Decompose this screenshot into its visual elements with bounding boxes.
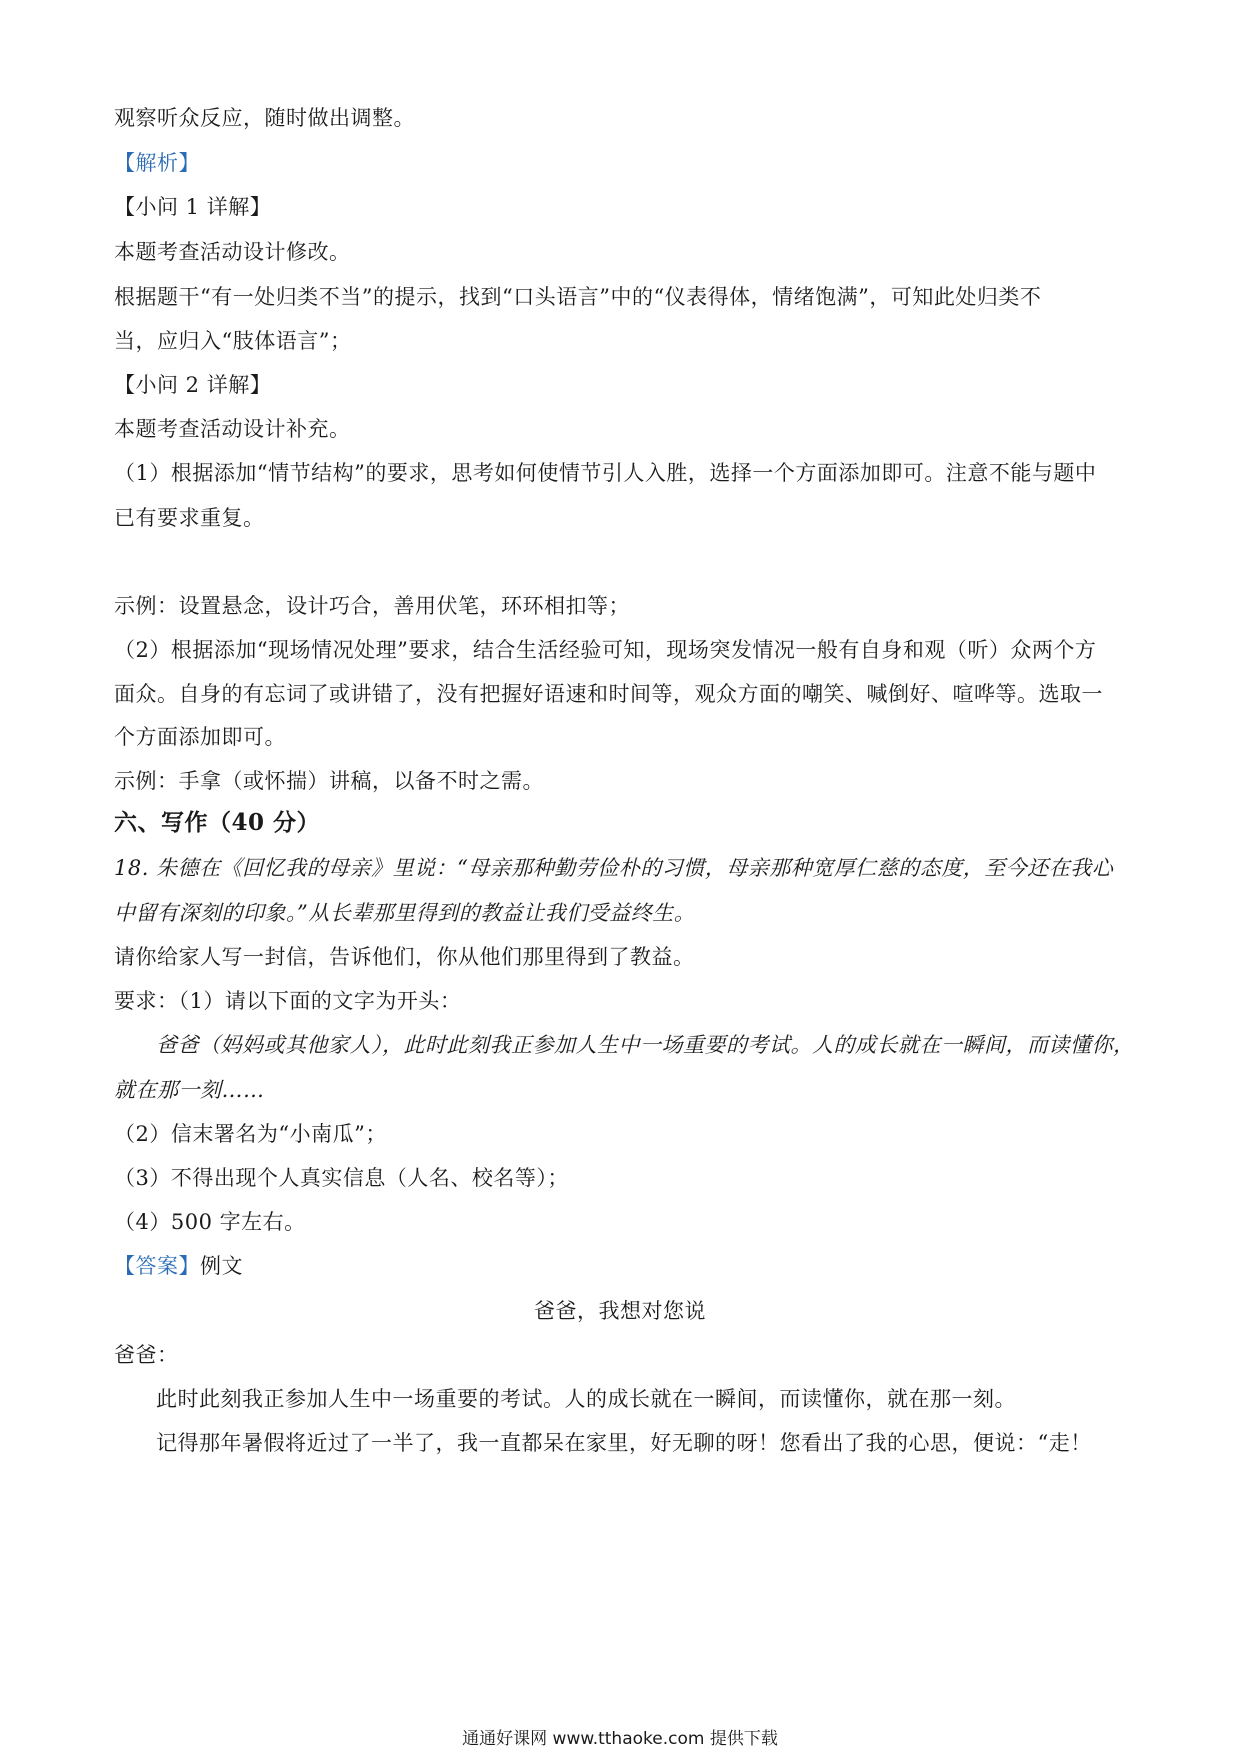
text-line: 已有要求重复。 (114, 506, 265, 530)
text-line: 根据题干“有一处归类不当”的提示，找到“口头语言”中的“仪表得体，情绪饱满”，可知此处归类不 (114, 285, 1042, 309)
footer-credit: 通通好课网 www.tthaoke.com 提供下载 (462, 1729, 778, 1749)
text-line: （3）不得出现个人真实信息（人名、校名等）； (114, 1166, 569, 1190)
text-line: 观察听众反应，随时做出调整。 (114, 106, 415, 130)
text-line: 就在那一刻…… (114, 1078, 265, 1102)
text-line: 个方面添加即可。 (114, 725, 286, 749)
text-line: 本题考查活动设计修改。 (114, 240, 351, 264)
question-18: 18. 朱德在《回忆我的母亲》里说：“母亲那种勤劳俭朴的习惯，母亲那种宽厚仁慈的态度，至今还在我心 (114, 856, 1114, 880)
salutation: 爸爸： (114, 1343, 179, 1367)
section-heading: 六、写作（40 分） (114, 809, 321, 836)
text-line: （4）500 字左右。 (114, 1210, 306, 1234)
text-line: （2）信末署名为“小南瓜”； (114, 1122, 387, 1146)
text-line: 本题考查活动设计补充。 (114, 417, 351, 441)
sub-question-2-heading: 【小问 2 详解】 (114, 373, 272, 397)
answer-text: 例文 (200, 1254, 243, 1278)
answer-line (114, 1251, 243, 1281)
text-line: 中留有深刻的印象。”从长辈那里得到的教益让我们受益终生。 (114, 901, 696, 925)
answer-label: 【答案】 (114, 1254, 200, 1278)
analysis-label: 【解析】 (114, 151, 200, 175)
text-line: 面众。自身的有忘词了或讲错了，没有把握好语速和时间等，观众方面的嘲笑、喊倒好、喧哗等。选取一 (114, 682, 1103, 706)
text-line: 记得那年暑假将近过了一半了，我一直都呆在家里，好无聊的呀！您看出了我的心思，便说：“走！ (156, 1431, 1092, 1455)
text-line: 示例：设置悬念，设计巧合，善用伏笔，环环相扣等； (114, 594, 630, 618)
text-line: 当，应归入“肢体语言”； (114, 329, 352, 353)
text-line: 示例：手拿（或怀揣）讲稿，以备不时之需。 (114, 769, 544, 793)
text-line: （1）根据添加“情节结构”的要求，思考如何使情节引人入胜，选择一个方面添加即可。注意不能与题中 (114, 461, 1097, 485)
text-line: 请你给家人写一封信，告诉他们，你从他们那里得到了教益。 (114, 945, 695, 969)
text-line: （2）根据添加“现场情况处理”要求，结合生活经验可知，现场突发情况一般有自身和观（听）众两个方 (114, 638, 1097, 662)
sub-question-1-heading: 【小问 1 详解】 (114, 195, 272, 219)
text-line: 要求：（1）请以下面的文字为开头： (114, 989, 462, 1013)
text-line: 爸爸（妈妈或其他家人），此时此刻我正参加人生中一场重要的考试。人的成长就在一瞬间，而读懂你， (156, 1033, 1135, 1057)
text-line: 此时此刻我正参加人生中一场重要的考试。人的成长就在一瞬间，而读懂你，就在那一刻。 (156, 1387, 1016, 1411)
essay-title: 爸爸，我想对您说 (534, 1299, 706, 1323)
